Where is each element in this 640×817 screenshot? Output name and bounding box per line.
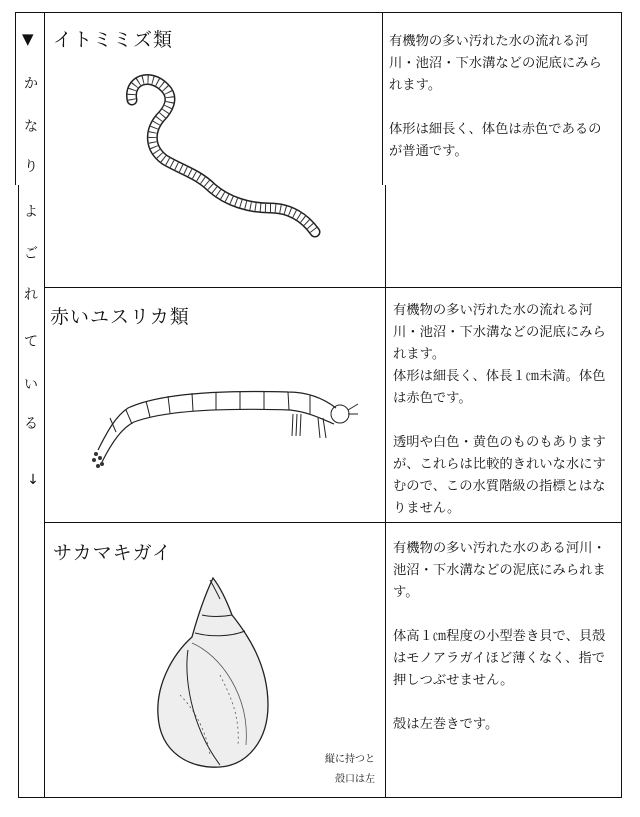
row-divider-1 [44, 287, 622, 288]
side-label-char: ご [24, 246, 38, 262]
side-label-char: れ [24, 287, 38, 303]
organism-description-chironomid [393, 300, 618, 520]
description-column-divider-lower [385, 185, 386, 797]
description-column-divider-upper [382, 12, 383, 185]
description-paragraph: 体形は細長く、体長１㎝未満。体色は赤色です。 [393, 369, 606, 406]
caption-line: 縦に持つと [325, 754, 375, 765]
frame-left-border-lower [18, 185, 19, 797]
row-divider-2 [44, 522, 622, 523]
side-label-char: か [24, 76, 38, 92]
organism-name-tubifex: イトミミズ類 [53, 29, 174, 51]
physa-snail-illustration [150, 575, 280, 770]
frame-bottom-border [18, 797, 622, 798]
organism-name-physa: サカマキガイ [53, 542, 173, 564]
description-paragraph: 体形は細長く、体色は赤色であるのが普通です。 [389, 122, 602, 159]
chironomid-larva-illustration [88, 380, 358, 480]
description-paragraph: 透明や白色・黄色のものもありますが、これらは比較的きれいな水にすむので、この水質階級の指標とはなりません。 [393, 435, 606, 516]
description-paragraph: 有機物の多い汚れた水のある河川・池沼・下水溝などの泥底にみられます。 [393, 541, 606, 600]
side-label-char: り [24, 159, 38, 175]
label-column-divider [44, 12, 45, 797]
caption-line: 殻口は左 [335, 774, 375, 785]
snail-orientation-caption [305, 750, 375, 790]
down-arrow-icon: ↓ [27, 472, 39, 488]
down-triangle-icon: ▼ [22, 30, 34, 48]
side-label-char: て [24, 334, 38, 350]
side-label-char: よ [24, 204, 38, 220]
description-paragraph: 体高１㎝程度の小型巻き貝で、貝殻はモノアラガイほど薄くなく、指で押しつぶせません。 [393, 629, 606, 688]
tubifex-worm-illustration [120, 70, 330, 240]
frame-right-border [621, 12, 622, 185]
side-label-char: い [24, 377, 38, 393]
side-label-char: な [24, 119, 38, 135]
frame-right-border-lower [621, 185, 622, 797]
organism-name-chironomid: 赤いユスリカ類 [50, 306, 190, 328]
frame-top-border [15, 12, 622, 13]
description-paragraph: 有機物の多い汚れた水の流れる河川・池沼・下水溝などの泥底にみられます。 [393, 303, 606, 362]
side-label-char: る [24, 416, 38, 432]
frame-left-border [15, 12, 16, 185]
organism-description-tubifex [389, 31, 614, 163]
description-paragraph: 有機物の多い汚れた水の流れる河川・池沼・下水溝などの泥底にみられます。 [389, 34, 602, 93]
description-paragraph: 殻は左巻きです。 [393, 717, 499, 732]
organism-description-physa [393, 538, 618, 736]
